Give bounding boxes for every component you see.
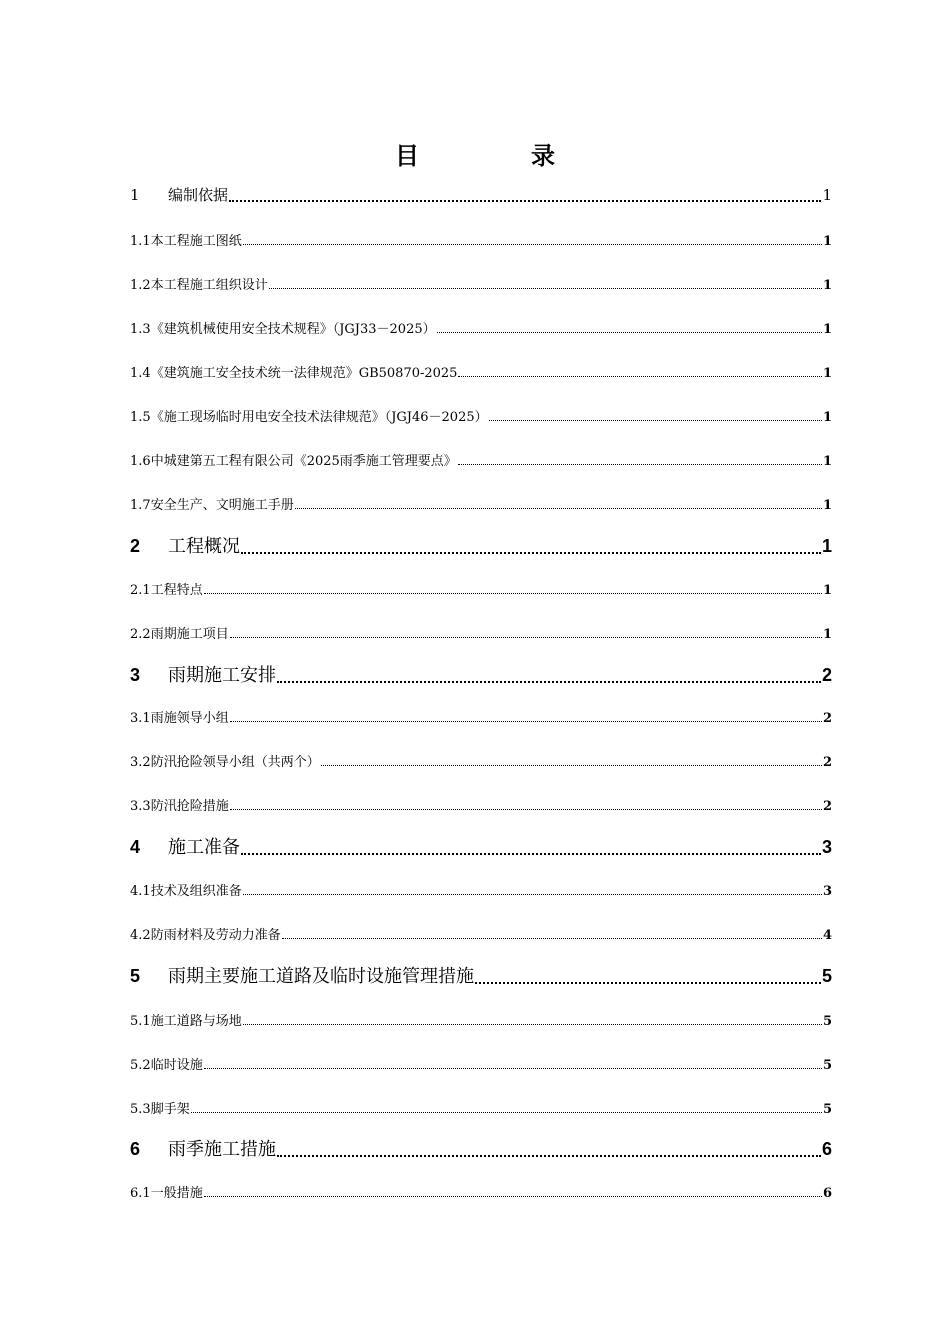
toc-entry-page: 1 <box>822 322 832 337</box>
dot-leader <box>243 894 822 895</box>
toc-entry[interactable] <box>130 184 832 205</box>
toc-entry-page: 1 <box>822 627 832 642</box>
toc-entry-page: 2 <box>822 711 832 726</box>
toc-entry-number: 6.1 <box>130 1186 151 1201</box>
toc-entry-page: 4 <box>822 928 832 943</box>
toc-entry-page: 5 <box>821 966 832 986</box>
toc-entry-number: 1.5 <box>130 410 151 425</box>
toc-entry-number: 4 <box>130 837 141 857</box>
toc-entry-title: 工程概况 <box>168 536 240 557</box>
dot-leader <box>204 593 822 594</box>
toc-entry-number: 3.3 <box>130 799 151 814</box>
toc-entry-page: 6 <box>822 1186 832 1201</box>
toc-entry-number: 3.1 <box>130 711 151 726</box>
toc-entry[interactable] <box>130 962 832 988</box>
toc-entry-number: 5.2 <box>130 1058 151 1073</box>
toc-entry-number: 1 <box>130 186 140 204</box>
dot-leader <box>229 200 821 202</box>
toc-entry-page: 1 <box>822 234 832 249</box>
toc-entry[interactable] <box>130 1182 832 1201</box>
dot-leader <box>230 809 822 810</box>
toc-entry-page: 5 <box>822 1014 832 1029</box>
dot-leader <box>277 1155 821 1157</box>
toc-entry[interactable] <box>130 450 832 469</box>
toc-entry-title: 一般措施 <box>150 1186 203 1201</box>
toc-entry-title: 《施工现场临时用电安全技术法律规范》（JGJ46－2025） <box>150 410 488 425</box>
toc-entry-number: 1.3 <box>130 322 151 337</box>
toc-entry-page: 5 <box>822 1058 832 1073</box>
dot-leader <box>489 420 822 421</box>
toc-entry[interactable] <box>130 795 832 814</box>
toc-entry-page: 1 <box>822 278 832 293</box>
toc-entry-title: 中城建第五工程有限公司《2025雨季施工管理要点》 <box>150 454 457 469</box>
dot-leader <box>243 244 822 245</box>
toc-entry-number: 1.1 <box>130 234 151 249</box>
dot-leader <box>269 288 822 289</box>
toc-entry-page: 2 <box>821 665 832 685</box>
toc-entry-title: 编制依据 <box>168 186 229 204</box>
toc-entry-title: 本工程施工图纸 <box>150 234 242 249</box>
toc-entry-title: 雨期施工安排 <box>168 665 276 686</box>
dot-leader <box>277 681 821 683</box>
toc-entry-number: 5 <box>130 966 141 986</box>
toc-entry[interactable] <box>130 623 832 642</box>
dot-leader <box>230 721 822 722</box>
toc-entry[interactable] <box>130 230 832 249</box>
toc-entry-number: 1.4 <box>130 366 151 381</box>
toc-entry-title: 脚手架 <box>150 1102 190 1117</box>
toc-entry[interactable] <box>130 494 832 513</box>
toc-entry-page: 2 <box>822 755 832 770</box>
toc-entry-title: 雨施领导小组 <box>150 711 229 726</box>
toc-entry-title: 施工准备 <box>168 837 240 858</box>
toc-entry-number: 1.7 <box>130 498 151 513</box>
toc-entry-page: 1 <box>821 536 832 556</box>
page-title: 目 录 <box>395 142 599 170</box>
dot-leader <box>437 332 822 333</box>
toc-entry[interactable] <box>130 274 832 293</box>
toc-entry-number: 2 <box>130 536 141 556</box>
toc-entry[interactable] <box>130 661 832 687</box>
toc-entry-number: 2.1 <box>130 583 151 598</box>
toc-entry-page: 1 <box>822 410 832 425</box>
toc-entry-number: 3.2 <box>130 755 151 770</box>
toc-entry-page: 5 <box>822 1102 832 1117</box>
toc-entry[interactable] <box>130 833 832 859</box>
toc-entry-page: 1 <box>822 454 832 469</box>
dot-leader <box>204 1068 822 1069</box>
toc-entry-title: 《建筑机械使用安全技术规程》（JGJ33－2025） <box>150 322 436 337</box>
dot-leader <box>243 1024 822 1025</box>
dot-leader <box>458 464 822 465</box>
toc-entry-title: 临时设施 <box>150 1058 203 1073</box>
toc-entry-page: 1 <box>822 583 832 598</box>
toc-entry[interactable] <box>130 406 832 425</box>
dot-leader <box>475 982 821 984</box>
toc-entry-page: 3 <box>821 837 832 857</box>
toc-entry-title: 防雨材料及劳动力准备 <box>150 928 281 943</box>
toc-entry-page: 3 <box>822 884 832 899</box>
toc-entry[interactable] <box>130 1010 832 1029</box>
toc-entry-title: 工程特点 <box>150 583 203 598</box>
toc-entry-page: 2 <box>822 799 832 814</box>
toc-entry-number: 5.1 <box>130 1014 151 1029</box>
dot-leader <box>282 938 822 939</box>
toc-entry-title: 雨期施工项目 <box>150 627 229 642</box>
toc-entry-title: 防汛抢险措施 <box>150 799 229 814</box>
toc-entry-number: 4.2 <box>130 928 151 943</box>
toc-entry-number: 1.2 <box>130 278 151 293</box>
dot-leader <box>241 552 821 554</box>
toc-entry[interactable] <box>130 318 832 337</box>
toc-entry[interactable] <box>130 751 832 770</box>
dot-leader <box>458 376 821 377</box>
toc-entry-title: 施工道路与场地 <box>150 1014 242 1029</box>
toc-entry-title: 防汛抢险领导小组（共两个） <box>150 755 320 770</box>
toc-entry[interactable] <box>130 579 832 598</box>
dot-leader <box>241 853 821 855</box>
toc-entry-page: 1 <box>822 498 832 513</box>
toc-entry-number: 2.2 <box>130 627 151 642</box>
toc-entry-number: 3 <box>130 665 141 685</box>
toc-entry-number: 4.1 <box>130 884 151 899</box>
toc-entry[interactable] <box>130 532 832 558</box>
toc-entry-title: 技术及组织准备 <box>150 884 242 899</box>
toc-entry-page: 1 <box>822 366 832 381</box>
toc-entry-title: 安全生产、文明施工手册 <box>150 498 294 513</box>
toc-entry-title: 《建筑施工安全技术统一法律规范》GB50870-2025 <box>150 366 458 381</box>
dot-leader <box>230 637 822 638</box>
toc-entry[interactable] <box>130 707 832 726</box>
dot-leader <box>191 1112 822 1113</box>
toc-entry[interactable] <box>130 924 832 943</box>
toc-entry-title: 本工程施工组织设计 <box>150 278 268 293</box>
dot-leader <box>295 508 822 509</box>
toc-entry-title: 雨季施工措施 <box>168 1139 276 1160</box>
toc-entry-page: 1 <box>822 186 832 204</box>
toc-entry[interactable] <box>130 880 832 899</box>
toc-entry-number: 6 <box>130 1139 141 1159</box>
toc-entry-page: 6 <box>821 1139 832 1159</box>
toc-entry[interactable] <box>130 1098 832 1117</box>
toc-entry[interactable] <box>130 1054 832 1073</box>
dot-leader <box>321 765 822 766</box>
toc-entry[interactable] <box>130 362 832 381</box>
toc-entry-number: 5.3 <box>130 1102 151 1117</box>
toc-entry-number: 1.6 <box>130 454 151 469</box>
toc-entry-title: 雨期主要施工道路及临时设施管理措施 <box>168 966 474 987</box>
toc-entry[interactable] <box>130 1135 832 1161</box>
dot-leader <box>204 1196 822 1197</box>
